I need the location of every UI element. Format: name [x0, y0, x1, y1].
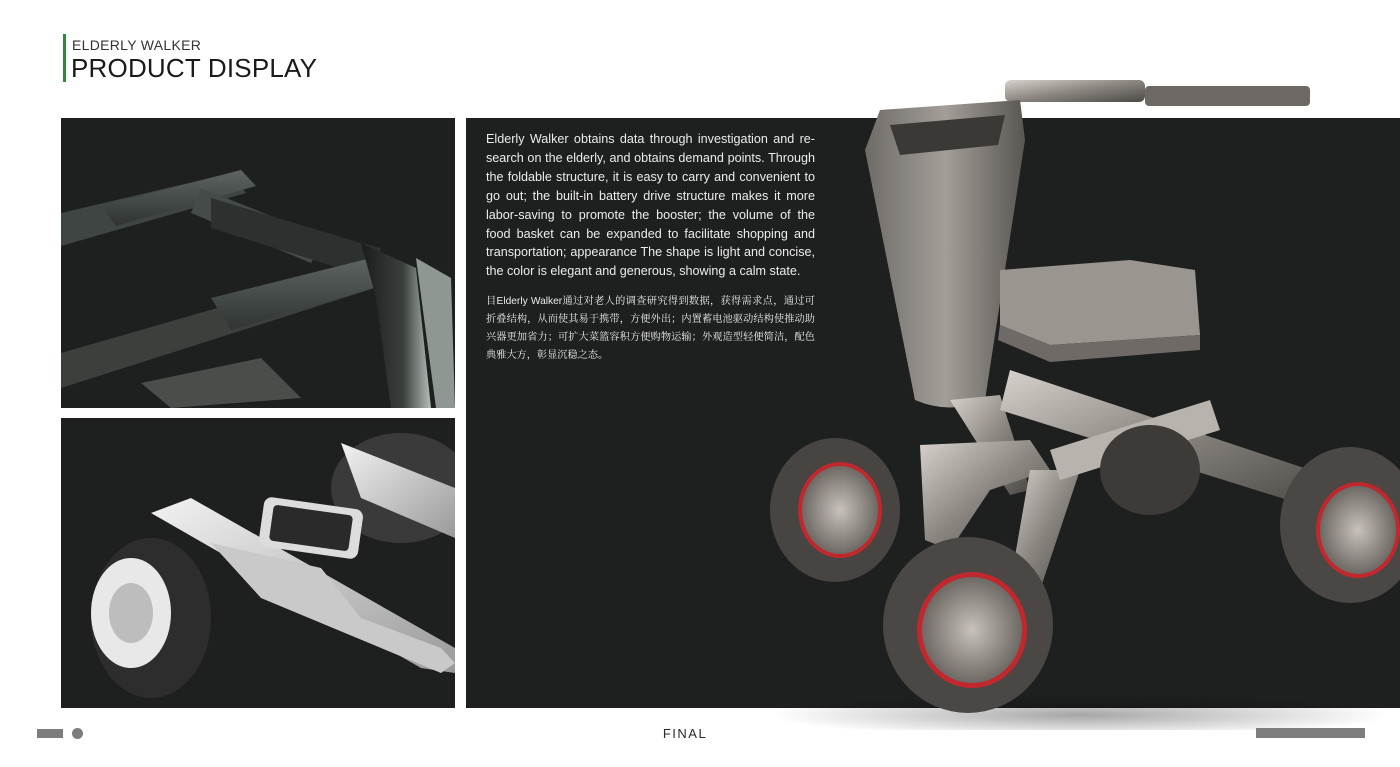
footer-right-bar — [1256, 728, 1365, 738]
front-left-wheel — [883, 537, 1053, 713]
product-hero-image — [750, 70, 1400, 730]
walker-illustration — [750, 70, 1400, 730]
description-chinese: 目Elderly Walker通过对老人的调查研究得到数据，获得需求点，通过可折叠结构，从而使其易于携带，方便外出；内置蓄电池驱动结构使推动助兴器更加省力；可扩大菜篮容积方便购物运输；外观造型轻便简洁，配色典雅大方，彰显沉稳之态。 — [486, 296, 815, 361]
description-english: Elderly Walker obtains data through investigation and re-search on the elderly, and obtains demand points. Through the foldable structure, it is easy to carry and convenient to go out; the built-in battery drive structure makes it more labor-saving to promote the booster; the volume of the food basket can be expanded to facilitate shopping and transportation; appearance The shape is light and concise, the color is elegant and generous, showing a calm state. — [486, 132, 815, 279]
handle-detail-illustration — [61, 118, 455, 408]
footer-dot — [72, 728, 83, 739]
back-left-wheel — [770, 438, 900, 582]
header-accent-bar — [63, 34, 66, 82]
page-title: PRODUCT DISPLAY — [71, 53, 318, 83]
footer-label: FINAL — [662, 726, 708, 741]
base-detail-illustration — [61, 418, 455, 708]
footer-left-bar — [37, 729, 63, 738]
handle-detail-image — [61, 118, 455, 408]
page-subtitle: ELDERLY WALKER — [72, 37, 202, 53]
back-right-wheel — [1100, 425, 1200, 515]
base-detail-image — [61, 418, 455, 708]
